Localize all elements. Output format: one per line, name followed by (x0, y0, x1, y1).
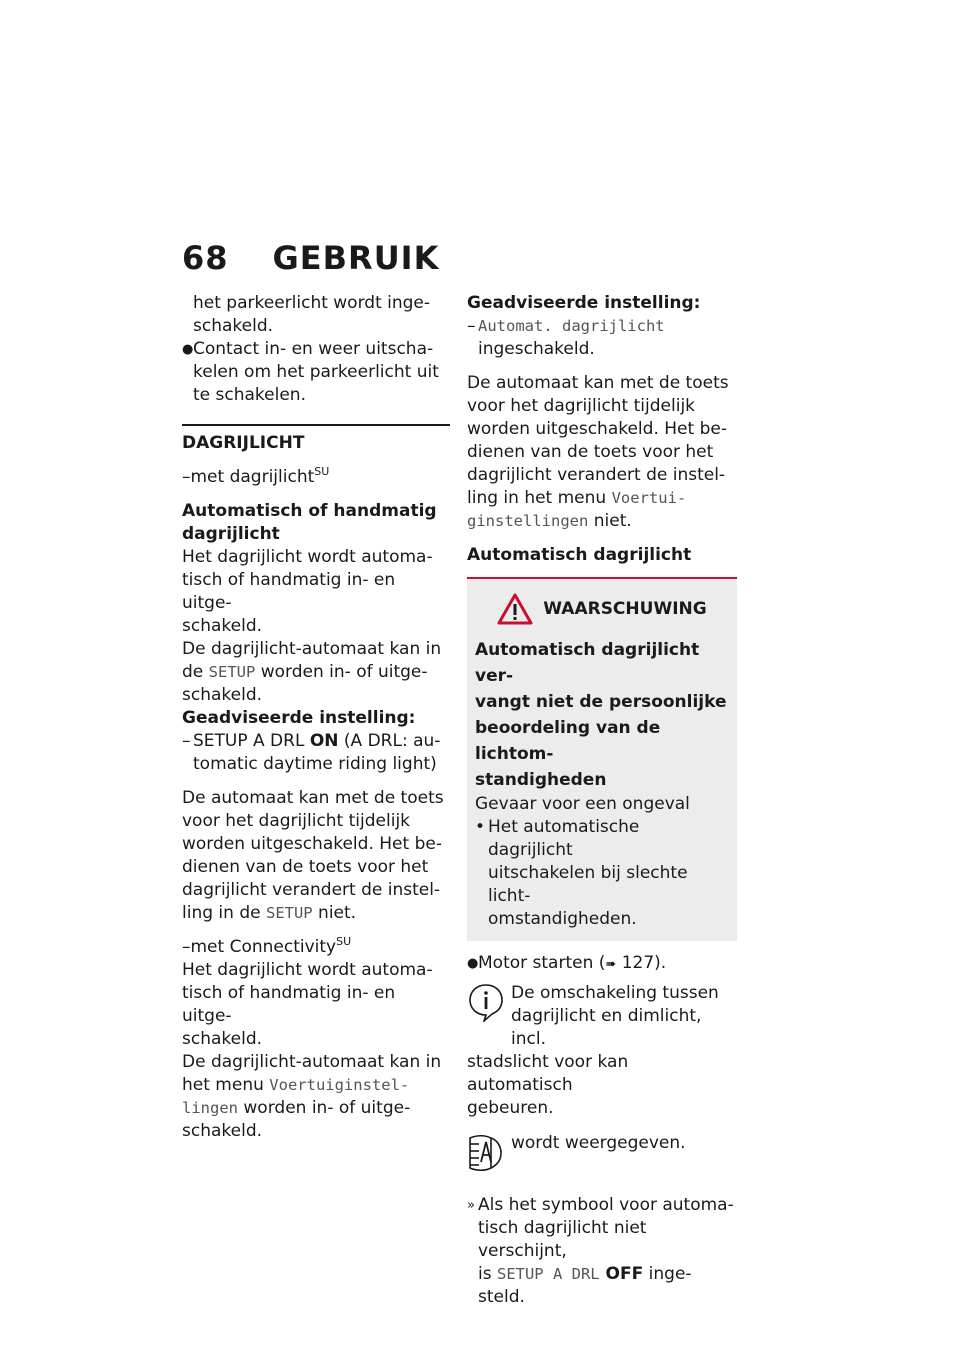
bullet-icon: ● (182, 342, 194, 357)
menu-code: Voertui- (611, 489, 687, 507)
result-item: » Als het symbool voor automa- tisch dagrijlicht niet verschijnt, is SETUP A DRL OFF inge- steld. (467, 1195, 734, 1307)
subheading: Automatisch dagrijlicht (467, 545, 692, 565)
variant-line: –met Connectivity$^{SU}$ (182, 935, 352, 957)
left-column (182, 292, 450, 1143)
warning-triangle-icon (497, 593, 533, 625)
menu-code: lingen (182, 1099, 238, 1117)
page-ref-arrow-icon: ➠ (605, 957, 617, 972)
menu-code: Voertuiginstel- (269, 1076, 410, 1094)
menu-code: SETUP (208, 663, 256, 681)
menu-code: SETUP A DRL (496, 1265, 600, 1283)
warning-bullet: • Het automatische dagrijlicht uitschakelen bij slechte licht- omstandigheden. (475, 817, 688, 929)
chapter-title: GEBRUIK (272, 239, 440, 277)
info-note-continuation: stadslicht voor kan automatisch gebeuren. (467, 1052, 629, 1118)
setting-item: – SETUP A DRL ON (A DRL: au- tomatic daytime riding light) (182, 731, 441, 774)
right-column (467, 292, 737, 1309)
warning-label: WAARSCHUWING (543, 598, 707, 619)
step-item: ● Motor starten (➠ 127). (467, 952, 737, 976)
intro-text: het parkeerlicht wordt inge- schakeld. (193, 293, 431, 336)
variant-line: –met dagrijlicht$^{SU}$ (182, 465, 330, 487)
setting-item: – Automat. dagrijlicht ingeschakeld. (467, 316, 665, 359)
advised-label: Geadviseerde instelling: (467, 293, 701, 313)
info-icon (467, 982, 505, 1022)
page-reference[interactable]: 127 (621, 953, 655, 973)
paragraph: De dagrijlicht-automaat kan in de SETUP worden in- of uitge- schakeld. (182, 639, 442, 705)
symbol-note: wordt weergegeven. (467, 1132, 737, 1172)
bullet-icon: ● (467, 956, 479, 971)
page-number: 68 (182, 239, 229, 277)
advised-label: Geadviseerde instelling: (182, 708, 416, 728)
paragraph: Het dagrijlicht wordt automa- tisch of handmatig in- en uitge- schakeld. (182, 547, 433, 636)
warning-text: Gevaar voor een ongeval (475, 794, 690, 814)
warning-title: Automatisch dagrijlicht ver- vangt niet de persoonlijke beoordeling van de lichtom- standigheden (475, 640, 727, 790)
paragraph: Het dagrijlicht wordt automa- tisch of handmatig in- en uitge- schakeld. (182, 960, 433, 1049)
subheading: Automatisch of handmatig dagrijlicht (182, 501, 437, 544)
bullet-item: ● Contact in- en weer uitscha- kelen om het parkeerlicht uit te schakelen. (182, 339, 439, 405)
info-note: De omschakeling tussen dagrijlicht en dimlicht, incl. (467, 982, 737, 1051)
page-title (182, 238, 439, 278)
menu-code: SETUP (265, 904, 313, 922)
warning-header (475, 593, 729, 625)
warning-box (467, 579, 737, 941)
menu-code: Automat. dagrijlicht (478, 317, 665, 335)
menu-code: ginstellingen (467, 512, 589, 530)
section-heading: DAGRIJLICHT (182, 424, 450, 455)
paragraph: De automaat kan met de toets voor het dagrijlicht tijdelijk worden uitgeschakeld. Het be- dienen van de toets voor het dagrijlicht verandert de instel- ling in het menu Voertui- ginstellingen niet. (467, 373, 729, 531)
auto-daylight-icon (467, 1132, 505, 1172)
paragraph: De dagrijlicht-automaat kan in het menu Voertuiginstel- lingen worden in- of uitge- schakeld. (182, 1052, 442, 1141)
paragraph: De automaat kan met de toets voor het dagrijlicht tijdelijk worden uitgeschakeld. Het be- dienen van de toets voor het dagrijlicht verandert de instel- ling in de SETUP niet. (182, 788, 444, 923)
